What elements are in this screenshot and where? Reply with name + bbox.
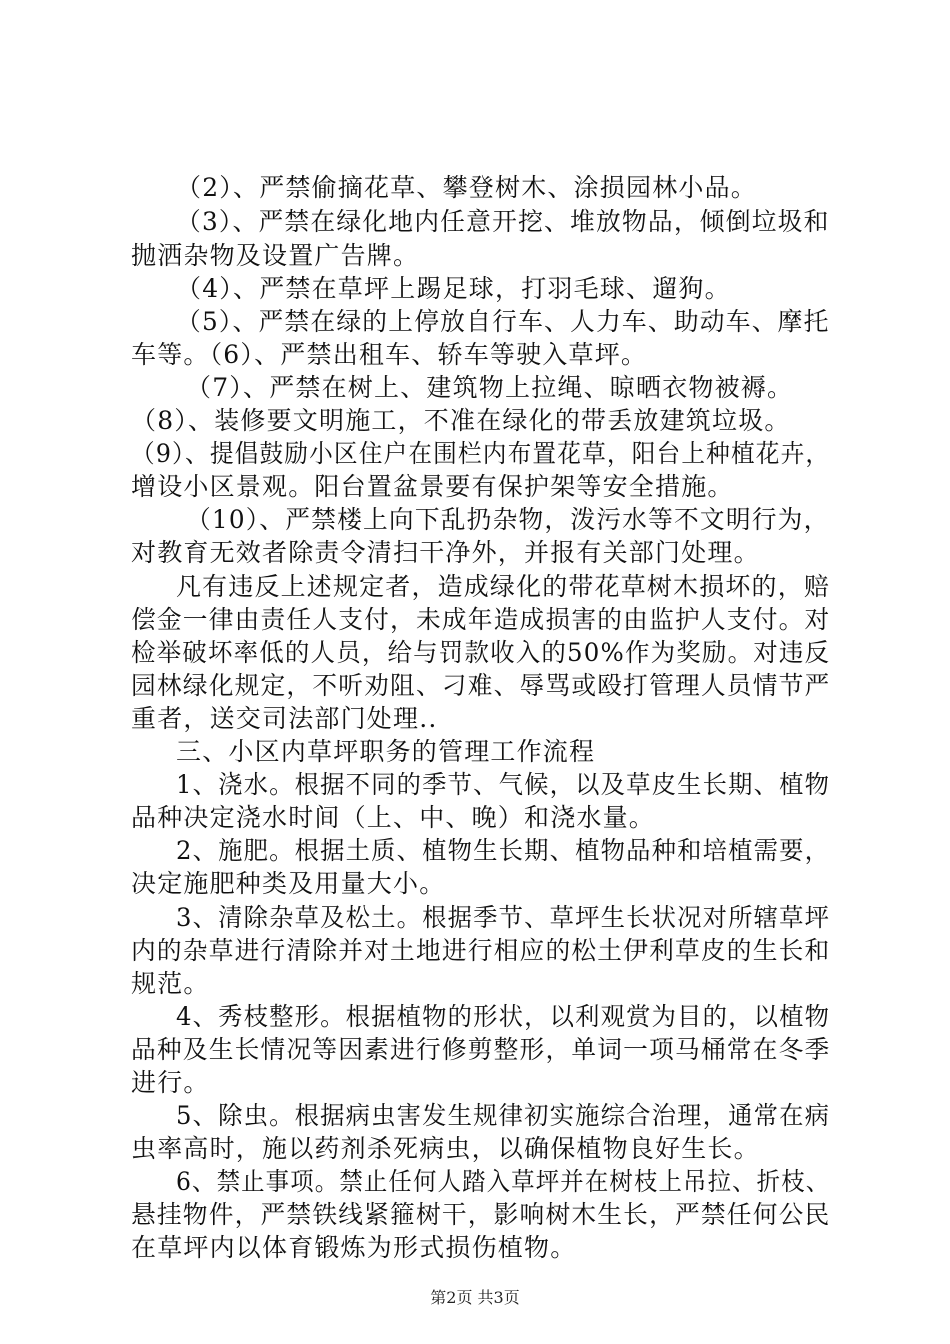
text-line: 在草坪内以体育锻炼为形式损伤植物。 bbox=[131, 1233, 577, 1262]
text-line: 增设小区景观。阳台置盆景要有保护架等安全措施。 bbox=[131, 472, 734, 501]
text-line: 车等。（6）、严禁出租车、轿车等驶入草坪。 bbox=[131, 340, 648, 369]
text-line: （5）、严禁在绿的上停放自行车、人力车、助动车、摩托 bbox=[176, 307, 830, 336]
text-line: 2、施肥。根据土质、植物生长期、植物品种和培植需要， bbox=[176, 836, 831, 865]
text-line: （3）、严禁在绿化地内任意开挖、堆放物品，倾倒垃圾和 bbox=[176, 207, 830, 236]
text-line: （8）、装修要文明施工，不准在绿化的带丢放建筑垃圾。 bbox=[131, 406, 791, 435]
text-line: 凡有违反上述规定者，造成绿化的带花草树木损坏的，赔 bbox=[176, 572, 831, 601]
text-line: 品种及生长情况等因素进行修剪整形，单词一项马桶常在冬季 bbox=[131, 1035, 831, 1064]
section-heading: 三、小区内草坪职务的管理工作流程 bbox=[176, 737, 596, 766]
text-line: 进行。 bbox=[131, 1068, 210, 1097]
text-line: 5、除虫。根据病虫害发生规律初实施综合治理，通常在病 bbox=[176, 1101, 831, 1130]
text-line: 虫率高时，施以药剂杀死病虫，以确保植物良好生长。 bbox=[131, 1134, 760, 1163]
text-line: 悬挂物件，严禁铁线紧箍树干，影响树木生长，严禁任何公民 bbox=[131, 1200, 831, 1229]
text-line: 1、浇水。根据不同的季节、气候，以及草皮生长期、植物 bbox=[176, 770, 831, 799]
text-line: 6、禁止事项。禁止任何人踏入草坪并在树枝上吊拉、折枝、 bbox=[176, 1167, 831, 1196]
text-line: 内的杂草进行清除并对土地进行相应的松土伊利草皮的生长和 bbox=[131, 936, 831, 965]
text-line: 对教育无效者除责令清扫干净外，并报有关部门处理。 bbox=[131, 538, 760, 567]
text-line: （2）、严禁偷摘花草、攀登树木、涂损园林小品。 bbox=[176, 173, 758, 202]
text-line: 品种决定浇水时间（上、中、晚）和浇水量。 bbox=[131, 803, 656, 832]
text-line: （4）、严禁在草坪上踢足球，打羽毛球、遛狗。 bbox=[176, 274, 731, 303]
page-footer: 第2页 共3页 bbox=[430, 1288, 520, 1307]
text-line: 决定施肥种类及用量大小。 bbox=[131, 869, 446, 898]
text-line: （10）、严禁楼上向下乱扔杂物，泼污水等不文明行为， bbox=[186, 505, 830, 534]
text-line: 偿金一律由责任人支付，未成年造成损害的由监护人支付。对 bbox=[131, 605, 831, 634]
text-line: 规范。 bbox=[131, 969, 210, 998]
text-line: （9）、提倡鼓励小区住户在围栏内布置花草，阳台上种植花卉， bbox=[131, 439, 831, 468]
text-line: 抛洒杂物及设置广告牌。 bbox=[131, 241, 420, 270]
text-line: （7）、严禁在树上、建筑物上拉绳、晾晒衣物被褥。 bbox=[186, 373, 794, 402]
text-line: 检举破坏率低的人员，给与罚款收入的50%作为奖励。对违反 bbox=[131, 638, 831, 667]
text-line: 4、秀枝整形。根据植物的形状，以利观赏为目的，以植物 bbox=[176, 1002, 831, 1031]
text-line: 园林绿化规定，不听劝阻、刁难、辱骂或殴打管理人员情节严 bbox=[131, 671, 831, 700]
text-line: 3、清除杂草及松土。根据季节、草坪生长状况对所辖草坪 bbox=[176, 903, 831, 932]
text-line: 重者，送交司法部门处理.. bbox=[131, 704, 438, 733]
